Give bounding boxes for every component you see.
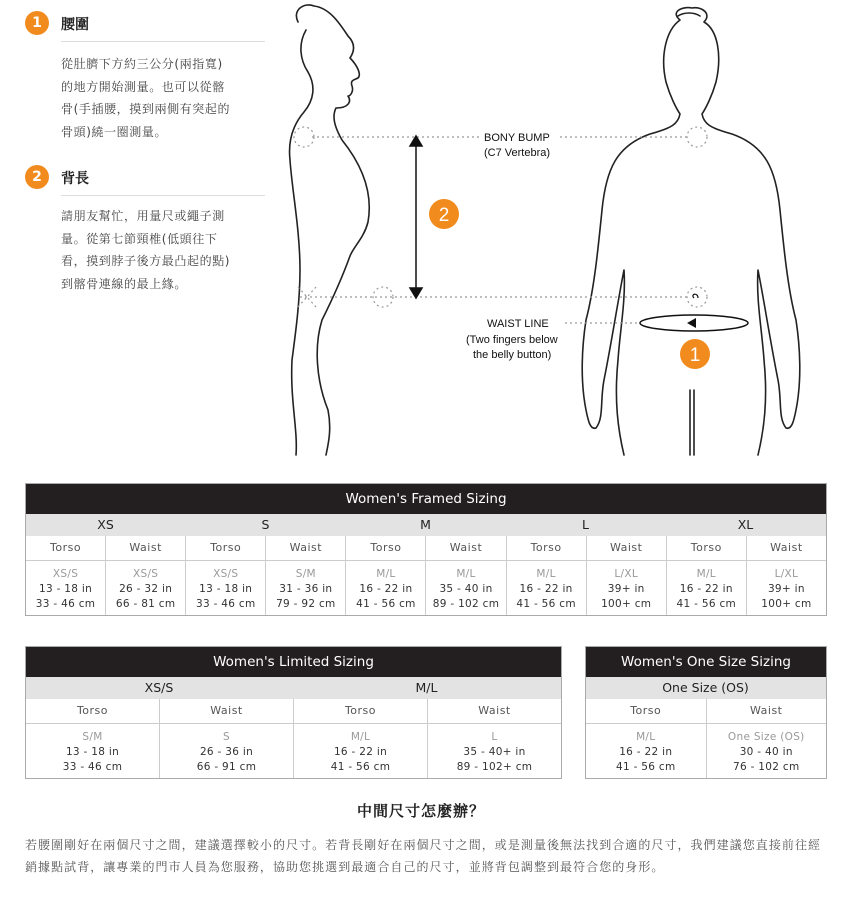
framed-col-header: Torso: [186, 536, 266, 561]
framed-value-cell: S/M 31 - 36 in 79 - 92 cm: [266, 561, 346, 615]
limited-value-cell: L 35 - 40+ in 89 - 102+ cm: [456, 731, 533, 773]
framed-col-header: Waist: [587, 536, 667, 561]
framed-table-title: Women's Framed Sizing: [26, 484, 826, 514]
waist-marker-label: 1: [689, 345, 701, 366]
step-2-text: [61, 205, 230, 295]
limited-col-header: Waist: [428, 699, 561, 724]
one-size-col-header: Torso: [586, 699, 707, 724]
one-size-size-row: [586, 677, 826, 699]
step-1-text: [61, 53, 230, 143]
framed-value-cell: M/L 16 - 22 in 41 - 56 cm: [346, 561, 426, 615]
framed-col-header: Waist: [106, 536, 186, 561]
framed-value-cell: XS/S 26 - 32 in 66 - 81 cm: [106, 561, 186, 615]
framed-col-header: Waist: [747, 536, 826, 561]
one-size-size-os: One Size (OS): [586, 677, 826, 699]
framed-value-cell: XS/S 13 - 18 in 33 - 46 cm: [186, 561, 266, 615]
framed-size-xl: XL: [666, 514, 826, 536]
limited-table-title: Women's Limited Sizing: [26, 647, 561, 677]
framed-value-cell: M/L 16 - 22 in 41 - 56 cm: [507, 561, 587, 615]
waist-line-sublabel-2: the belly button): [473, 349, 552, 361]
limited-col-header: Torso: [294, 699, 428, 724]
step-2-divider: [61, 195, 265, 196]
step-2-line: 請朋友幫忙，用量尺或繩子測: [61, 209, 225, 223]
back-silhouette: [582, 8, 800, 455]
limited-col-header: Torso: [26, 699, 160, 724]
limited-size-row: [26, 677, 561, 699]
step-2-title: 背長: [61, 171, 89, 187]
one-size-value-cell: One Size (OS) 30 - 40 in 76 - 102 cm: [727, 731, 805, 773]
framed-value-cell: L/XL 39+ in 100+ cm: [761, 568, 812, 610]
framed-col-header: Waist: [426, 536, 506, 561]
framed-size-l: L: [506, 514, 666, 536]
framed-col-header: Torso: [26, 536, 106, 561]
bony-bump-label: BONY BUMP: [484, 132, 550, 144]
limited-sizing-table: [25, 646, 562, 779]
one-size-table-title: Women's One Size Sizing: [586, 647, 826, 677]
one-size-col-header: Waist: [707, 699, 827, 724]
in-between-sizes-text: 若腰圍剛好在兩個尺寸之間，建議選擇較小的尺寸。若背長剛好在兩個尺寸之間，或是測量後無法找到合適的尺寸，我們建議您直接前往經銷據點試背，讓專業的門市人員為您服務，協助您挑選到最適合自己的尺寸，並將背包調整到最符合您的身形。: [25, 838, 822, 874]
limited-column-header-row: [26, 699, 561, 724]
framed-sizing-table: [25, 483, 827, 616]
waist-line-label: WAIST LINE: [487, 318, 549, 330]
step-1-title: 腰圍: [61, 17, 89, 33]
framed-col-header: Torso: [667, 536, 747, 561]
waist-line-sublabel-1: (Two fingers below: [466, 334, 558, 346]
step-1-line: 的地方開始測量。也可以從髂: [61, 79, 225, 94]
step-2-badge: 2: [25, 165, 49, 189]
limited-size-m-l: M/L: [293, 677, 561, 699]
limited-col-header: Waist: [160, 699, 294, 724]
limited-value-cell: M/L 16 - 22 in 41 - 56 cm: [294, 724, 428, 778]
framed-value-row: [26, 561, 826, 615]
framed-size-m: M: [346, 514, 506, 536]
in-between-sizes-heading: 中間尺寸怎麼辦？: [356, 802, 485, 820]
framed-col-header: Torso: [346, 536, 426, 561]
framed-value-cell: XS/S 13 - 18 in 33 - 46 cm: [26, 561, 106, 615]
limited-value-cell: S 26 - 36 in 66 - 91 cm: [160, 724, 294, 778]
torso-marker-label: 2: [438, 205, 450, 226]
framed-value-cell: M/L 35 - 40 in 89 - 102 cm: [426, 561, 506, 615]
step-1-line: 骨頭)繞一圈測量。: [61, 124, 168, 139]
bony-bump-sublabel: (C7 Vertebra): [484, 147, 551, 159]
limited-value-cell: S/M 13 - 18 in 33 - 46 cm: [26, 724, 160, 778]
framed-size-row: [26, 514, 826, 536]
framed-value-cell: M/L 16 - 22 in 41 - 56 cm: [667, 561, 747, 615]
framed-value-cell: L/XL 39+ in 100+ cm: [587, 561, 667, 615]
step-2-line: 到髂骨連線的最上緣。: [61, 276, 188, 291]
step-1-line: 從肚臍下方約三公分(兩指寬): [61, 57, 223, 71]
framed-size-xs: XS: [26, 514, 186, 536]
step-1-badge: 1: [25, 11, 49, 35]
framed-column-header-row: [26, 536, 826, 561]
one-size-sizing-table: [585, 646, 827, 779]
framed-size-s: S: [186, 514, 346, 536]
framed-col-header: Torso: [507, 536, 587, 561]
limited-value-row: [26, 724, 561, 778]
step-2-line: 看，摸到脖子後方最凸起的點): [61, 254, 231, 268]
one-size-value-cell: M/L 16 - 22 in 41 - 56 cm: [586, 724, 707, 778]
one-size-column-header-row: [586, 699, 826, 724]
step-1-line: 骨(手插腰，摸到兩側有突起的: [61, 102, 231, 116]
framed-col-header: Waist: [266, 536, 346, 561]
step-2-line: 量。從第七節頸椎(低頭往下: [61, 231, 218, 246]
body-measurement-figure: [270, 0, 830, 460]
side-silhouette: [290, 5, 370, 455]
limited-size-xs-s: XS/S: [26, 677, 293, 699]
step-1-divider: [61, 41, 265, 42]
one-size-value-row: [586, 724, 826, 778]
